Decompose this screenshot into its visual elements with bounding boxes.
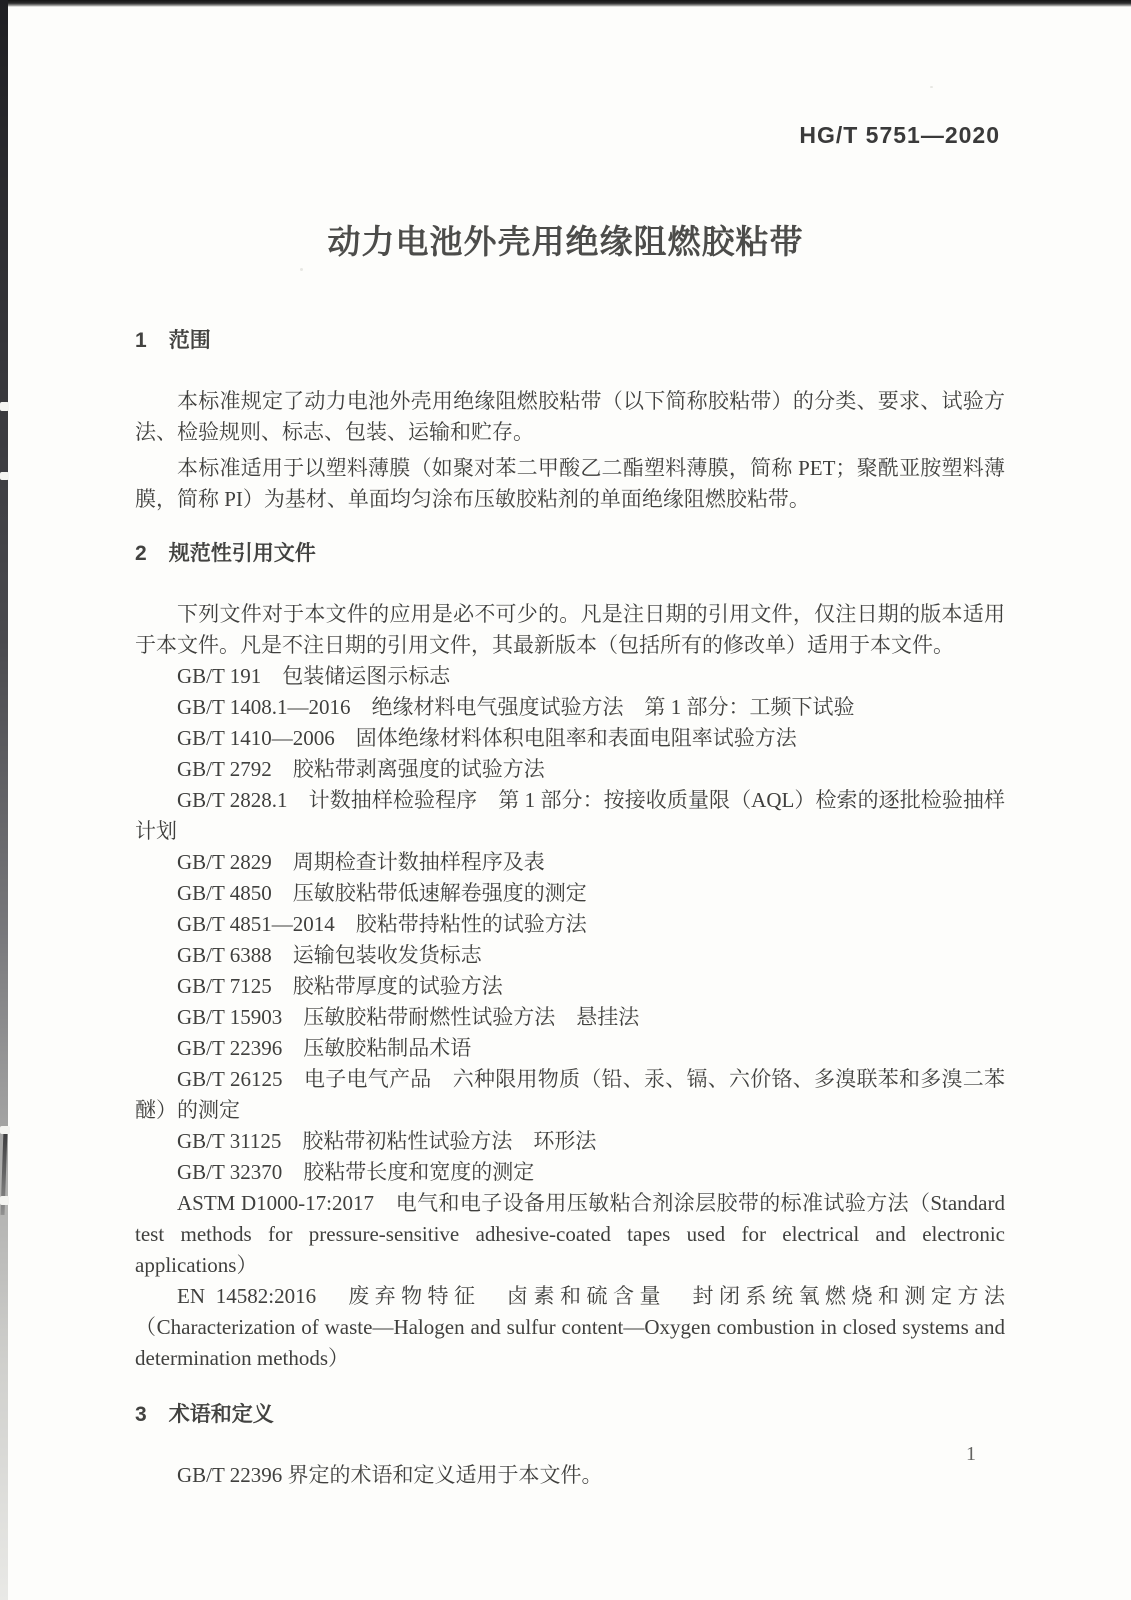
section-number: 2	[135, 542, 147, 565]
section-title: 规范性引用文件	[168, 542, 316, 565]
section-heading	[135, 330, 1005, 352]
reference-item: GB/T 1410—2006 固体绝缘材料体积电阻率和表面电阻率试验方法	[177, 726, 797, 750]
reference-item: GB/T 1408.1—2016 绝缘材料电气强度试验方法 第 1 部分：工频下试验	[177, 695, 855, 719]
scan-notch	[0, 1126, 10, 1134]
reference-item: GB/T 6388 运输包装收发货标志	[177, 943, 482, 967]
reference-item: GB/T 26125 电子电气产品 六种限用物质（铅、汞、镉、六价铬、多溴联苯和多溴二苯醚）的测定	[135, 1067, 1005, 1122]
scan-speckle	[300, 268, 303, 271]
paragraph: GB/T 22396 界定的术语和定义适用于本文件。	[177, 1463, 603, 1487]
scan-notch	[0, 472, 9, 480]
reference-item: GB/T 31125 胶粘带初粘性试验方法 环形法	[177, 1129, 597, 1153]
reference-item: GB/T 32370 胶粘带长度和宽度的测定	[177, 1160, 535, 1184]
section-heading	[135, 1404, 1005, 1426]
reference-item: EN 14582:2016 废弃物特征 卤素和硫含量 封闭系统氧燃烧和测定方法（Characterization of waste—Halogen and sulfur content—Oxygen combustion in closed systems and determination methods）	[135, 1284, 1005, 1370]
standard-code: HG/T 5751—2020	[799, 122, 1000, 148]
reference-item: GB/T 22396 压敏胶粘制品术语	[177, 1036, 472, 1060]
reference-item: GB/T 4851—2014 胶粘带持粘性的试验方法	[177, 912, 587, 936]
scan-speckle	[930, 86, 933, 88]
document-title: 动力电池外壳用绝缘阻燃胶粘带	[327, 223, 804, 260]
paragraph: 本标准适用于以塑料薄膜（如聚对苯二甲酸乙二酯塑料薄膜，简称 PET；聚酰亚胺塑料薄膜，简称 PI）为基材、单面均匀涂布压敏胶粘剂的单面绝缘阻燃胶粘带。	[135, 456, 1005, 511]
section-2	[135, 543, 1005, 1374]
reference-item: GB/T 4850 压敏胶粘带低速解卷强度的测定	[177, 881, 587, 905]
section-number: 1	[135, 329, 147, 352]
section-number: 3	[135, 1403, 147, 1426]
section-title: 术语和定义	[168, 1403, 274, 1426]
reference-item: GB/T 2829 周期检查计数抽样程序及表	[177, 850, 545, 874]
section-heading	[135, 543, 1005, 565]
scan-edge-top	[0, 0, 1131, 7]
scan-notch	[0, 1196, 9, 1205]
reference-item: GB/T 7125 胶粘带厚度的试验方法	[177, 974, 503, 998]
reference-item: GB/T 2828.1 计数抽样检验程序 第 1 部分：按接收质量限（AQL）检索的逐批检验抽样计划	[135, 788, 1005, 843]
section-3	[135, 1404, 1005, 1491]
reference-item: GB/T 15903 压敏胶粘带耐燃性试验方法 悬挂法	[177, 1005, 640, 1029]
paragraph: 下列文件对于本文件的应用是必不可少的。凡是注日期的引用文件，仅注日期的版本适用于本文件。凡是不注日期的引用文件，其最新版本（包括所有的修改单）适用于本文件。	[135, 602, 1005, 657]
page-number: 1	[966, 1443, 976, 1465]
scan-notch	[0, 402, 9, 411]
section-1	[135, 330, 1005, 515]
paragraph: 本标准规定了动力电池外壳用绝缘阻燃胶粘带（以下简称胶粘带）的分类、要求、试验方法、检验规则、标志、包装、运输和贮存。	[135, 389, 1005, 444]
reference-item: GB/T 2792 胶粘带剥离强度的试验方法	[177, 757, 545, 781]
reference-item: ASTM D1000-17:2017 电气和电子设备用压敏粘合剂涂层胶带的标准试验方法（Standard test methods for pressure-sensitive adhesive-coated tapes used for electrical and electronic applications）	[135, 1191, 1005, 1277]
reference-item: GB/T 191 包装储运图示标志	[177, 664, 451, 688]
document-body	[135, 330, 1005, 1491]
section-title: 范围	[168, 329, 211, 352]
